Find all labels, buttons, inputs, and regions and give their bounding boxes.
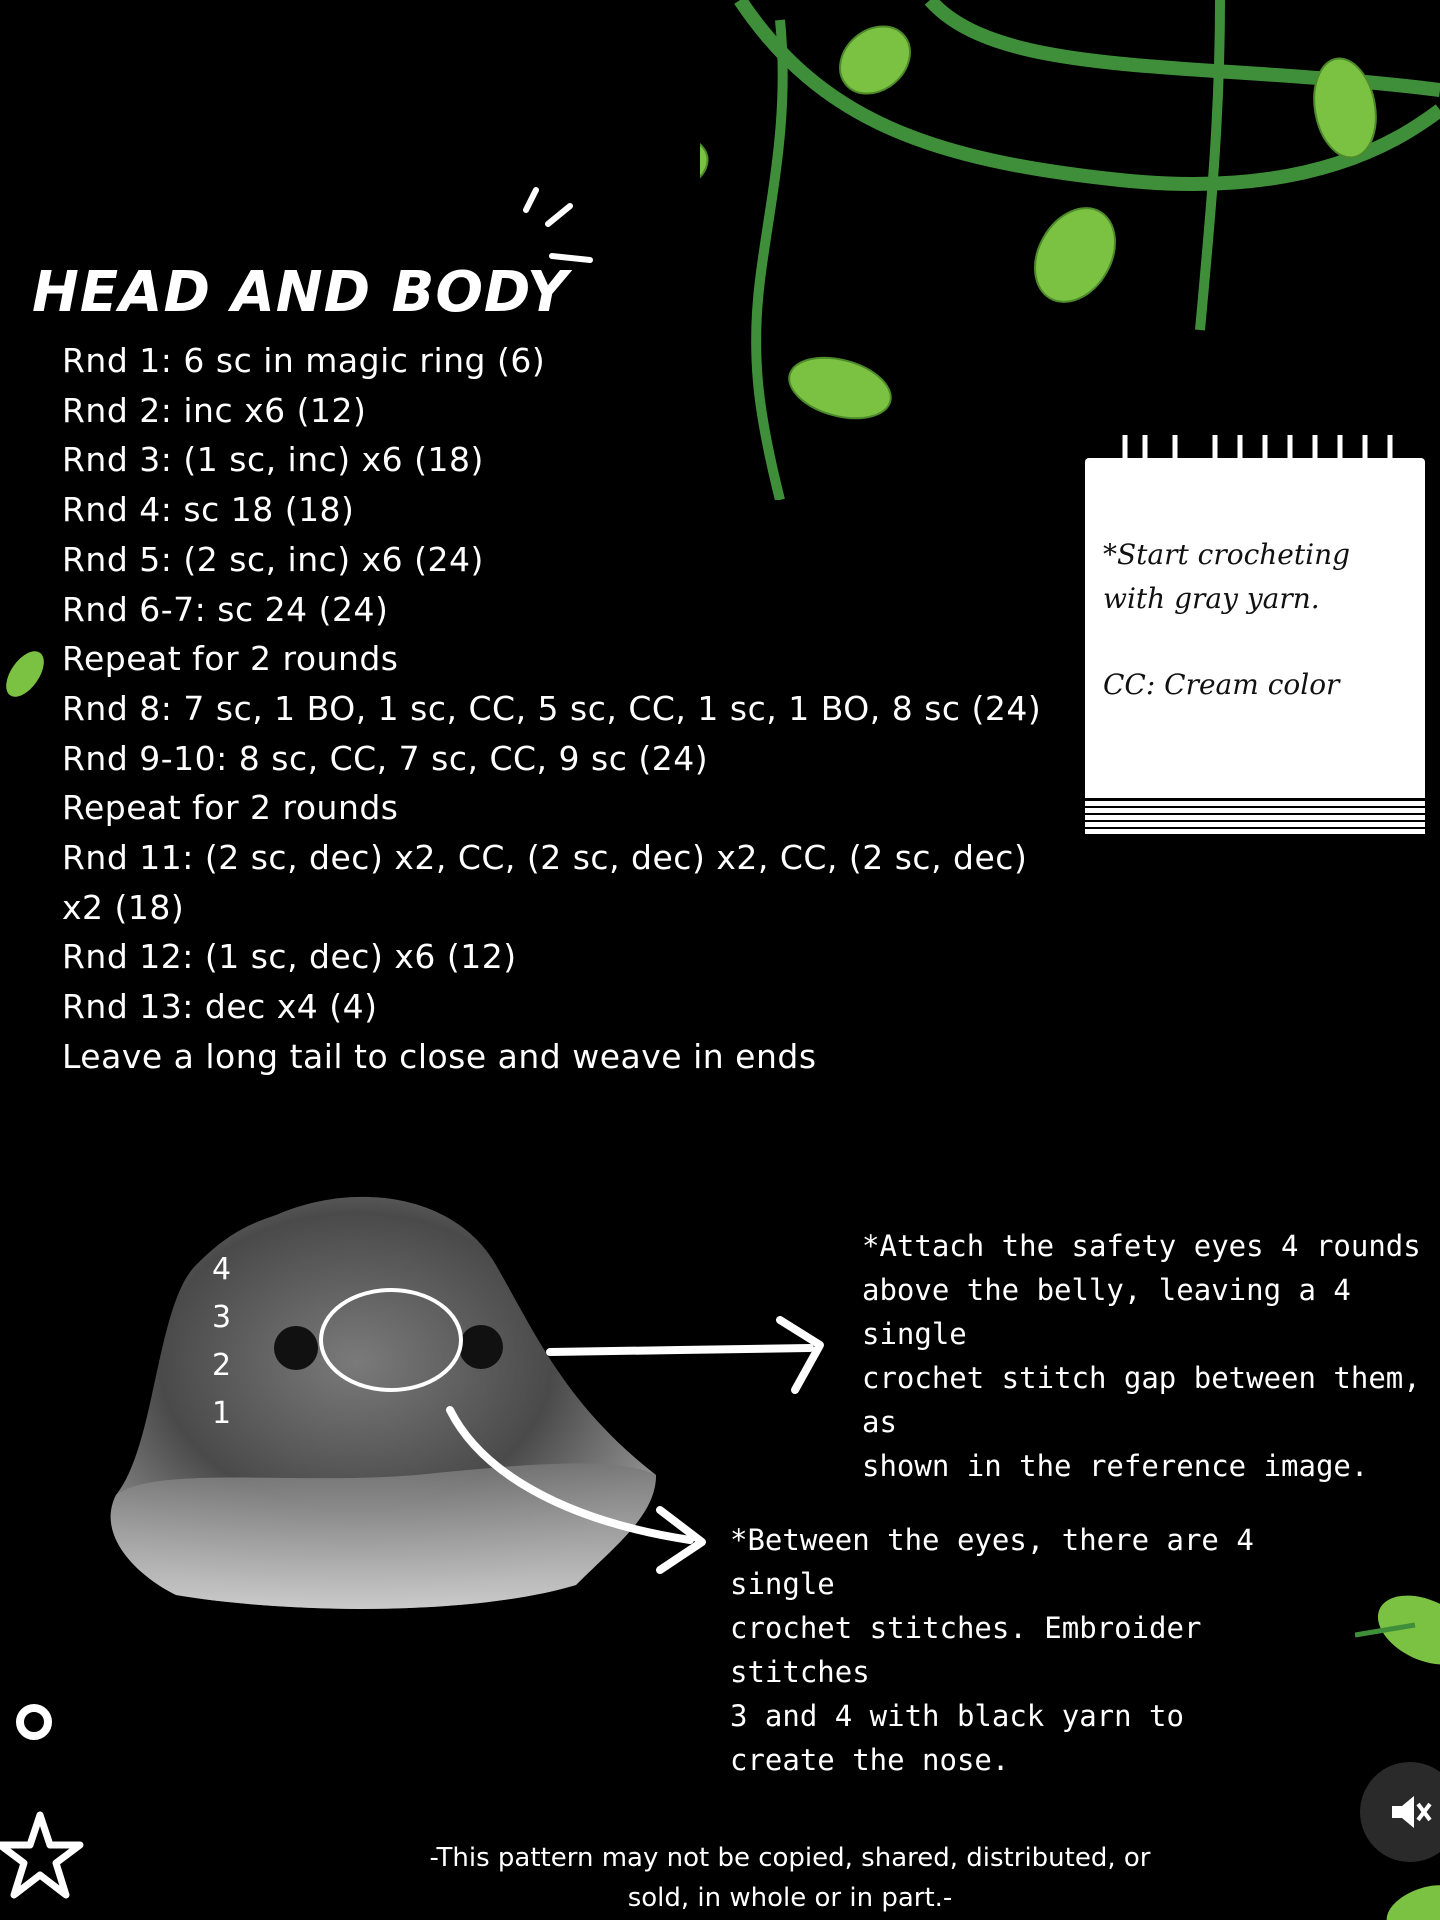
- spiral-binding-icon: [1115, 430, 1405, 480]
- round-line: Repeat for 2 rounds: [62, 788, 399, 828]
- nose-note-line: *Between the eyes, there are 4 single: [730, 1523, 1254, 1601]
- round-number: 3: [212, 1300, 232, 1335]
- copyright-line: sold, in whole or in part.-: [627, 1883, 953, 1913]
- round-line: Rnd 13: dec x4 (4): [62, 987, 378, 1027]
- round-line: Rnd 11: (2 sc, dec) x2, CC, (2 sc, dec) x2, CC, (2 sc, dec): [62, 838, 1028, 878]
- copyright-line: -This pattern may not be copied, shared, distributed, or: [429, 1843, 1151, 1873]
- round-line: Rnd 9-10: 8 sc, CC, 7 sc, CC, 9 sc (24): [62, 738, 709, 778]
- eyes-note: [862, 1224, 1440, 1488]
- leaf-icon: [1355, 1585, 1440, 1685]
- arrow-to-nose: [440, 1400, 730, 1580]
- nose-note: [730, 1518, 1310, 1782]
- mute-icon: [1388, 1790, 1432, 1834]
- arrow-to-eyes: [540, 1290, 840, 1400]
- round-line: Repeat for 2 rounds: [62, 639, 399, 679]
- copyright-notice: [340, 1838, 1240, 1918]
- round-line: Rnd 2: inc x6 (12): [62, 390, 367, 430]
- note-card: [1085, 458, 1425, 832]
- round-line: Rnd 4: sc 18 (18): [62, 490, 355, 530]
- round-line: Rnd 12: (1 sc, dec) x6 (12): [62, 937, 517, 977]
- round-line: Leave a long tail to close and weave in ends: [62, 1036, 817, 1076]
- eyes-note-line: shown in the reference image.: [862, 1449, 1369, 1483]
- round-number: 1: [212, 1396, 232, 1431]
- note-line: CC: Cream color: [1103, 668, 1340, 701]
- eyes-note-line: crochet stitch gap between them, as: [862, 1361, 1421, 1439]
- nose-note-line: 3 and 4 with black yarn to: [730, 1699, 1184, 1733]
- eyes-note-line: above the belly, leaving a 4 single: [862, 1273, 1351, 1351]
- round-line: x2 (18): [62, 887, 185, 927]
- star-icon: [0, 1805, 90, 1905]
- round-line: Rnd 8: 7 sc, 1 BO, 1 sc, CC, 5 sc, CC, 1 sc, 1 BO, 8 sc (24): [62, 688, 1042, 728]
- card-edge: [1085, 798, 1425, 835]
- round-number: 4: [212, 1252, 232, 1287]
- eyes-note-line: *Attach the safety eyes 4 rounds: [862, 1229, 1421, 1263]
- page-title: HEAD AND BODY: [32, 259, 569, 325]
- round-line: Rnd 1: 6 sc in magic ring (6): [62, 341, 546, 380]
- leaf-icon: [0, 644, 50, 704]
- note-line: with gray yarn.: [1103, 582, 1320, 615]
- sparkle-icon: [500, 180, 600, 270]
- round-line: Rnd 3: (1 sc, inc) x6 (18): [62, 440, 484, 480]
- round-number: 2: [212, 1348, 232, 1383]
- nose-note-line: crochet stitches. Embroider stitches: [730, 1611, 1202, 1689]
- note-line: *Start crocheting: [1103, 538, 1351, 571]
- leaf-icon: [1370, 1870, 1440, 1920]
- round-line: Rnd 5: (2 sc, inc) x6 (24): [62, 539, 484, 579]
- mute-button[interactable]: [1360, 1762, 1440, 1862]
- round-instructions: [62, 336, 1041, 1082]
- nose-note-line: create the nose.: [730, 1743, 1010, 1777]
- round-line: Rnd 6-7: sc 24 (24): [62, 589, 389, 629]
- circle-icon: [12, 1700, 56, 1744]
